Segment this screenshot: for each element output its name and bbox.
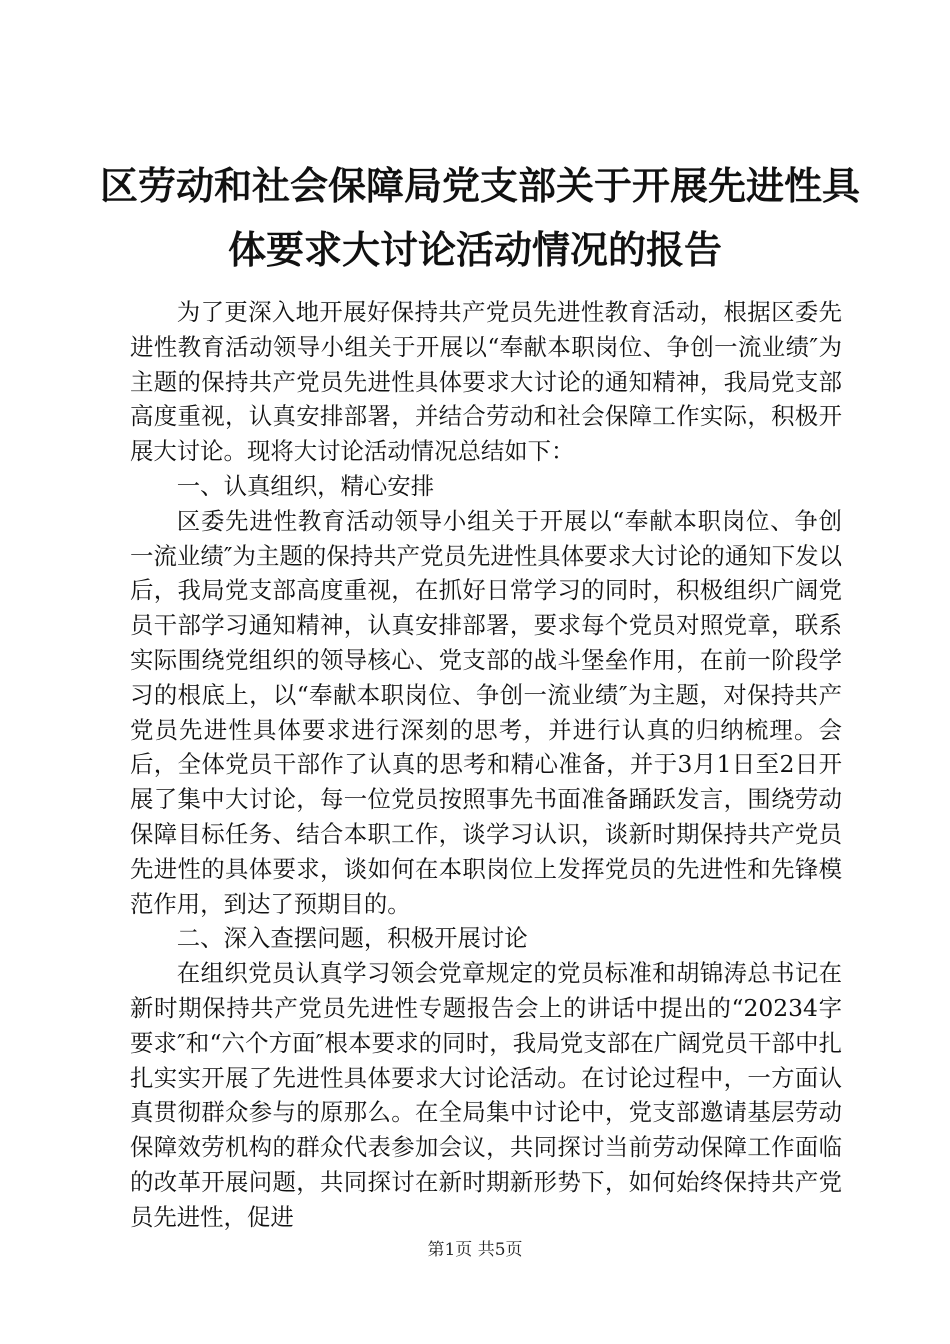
section-1-paragraph: 区委先进性教育活动领导小组关于开展以“奉献本职岗位、争创一流业绩″为主题的保持共产党员先进性具体要求大讨论的通知下发以后，我局党支部高度重视，在抓好日常学习的同时，积极组织广阔党员干部学习通知精神，认真安排部署，要求每个党员对照党章，联系实际围绕党组织的领导核心、党支部的战斗堡垒作用，在前一阶段学习的根底上，以“奉献本职岗位、争创一流业绩″为主题，对保持共产党员先进性具体要求进行深刻的思考，并进行认真的归纳梳理。会后，全体党员干部作了认真的思考和精心准备，并于3月1日至2日开展了集中大讨论，每一位党员按照事先书面准备踊跃发言，围绕劳动保障目标任务、结合本职工作，谈学习认识，谈新时期保持共产党员先进性的具体要求，谈如何在本职岗位上发挥党员的先进性和先锋模范作用，到达了预期目的。 — [130, 506, 842, 918]
document-body — [130, 295, 842, 1235]
section-2-paragraph: 在组织党员认真学习领会党章规定的党员标准和胡锦涛总书记在新时期保持共产党员先进性专题报告会上的讲话中提出的“20234字要求″和“六个方面″根本要求的同时，我局党支部在广阔党员干部中扎扎实实开展了先进性具体要求大讨论活动。在讨论过程中，一方面认真贯彻群众参与的原那么。在全局集中讨论中，党支部邀请基层劳动保障效劳机构的群众代表参加会议，共同探讨当前劳动保障工作面临的改革开展问题，共同探讨在新时期新形势下，如何始终保持共产党员先进性，促进 — [130, 959, 842, 1231]
page-footer: 第1页 共5页 — [427, 1240, 523, 1260]
section-heading-1: 一、认真组织，精心安排 — [176, 471, 435, 500]
intro-paragraph: 为了更深入地开展好保持共产党员先进性教育活动，根据区委先进性教育活动领导小组关于开展以“奉献本职岗位、争创一流业绩″为主题的保持共产党员先进性具体要求大讨论的通知精神，我局党支部高度重视，认真安排部署，并结合劳动和社会保障工作实际，积极开展大讨论。现将大讨论活动情况总结如下： — [130, 298, 842, 466]
document-title-line-2: 体要求大讨论活动情况的报告 — [227, 228, 722, 272]
section-heading-2: 二、深入查摆问题，积极开展讨论 — [176, 924, 528, 953]
document-title-line-1: 区劳动和社会保障局党支部关于开展先进性具 — [100, 164, 861, 208]
